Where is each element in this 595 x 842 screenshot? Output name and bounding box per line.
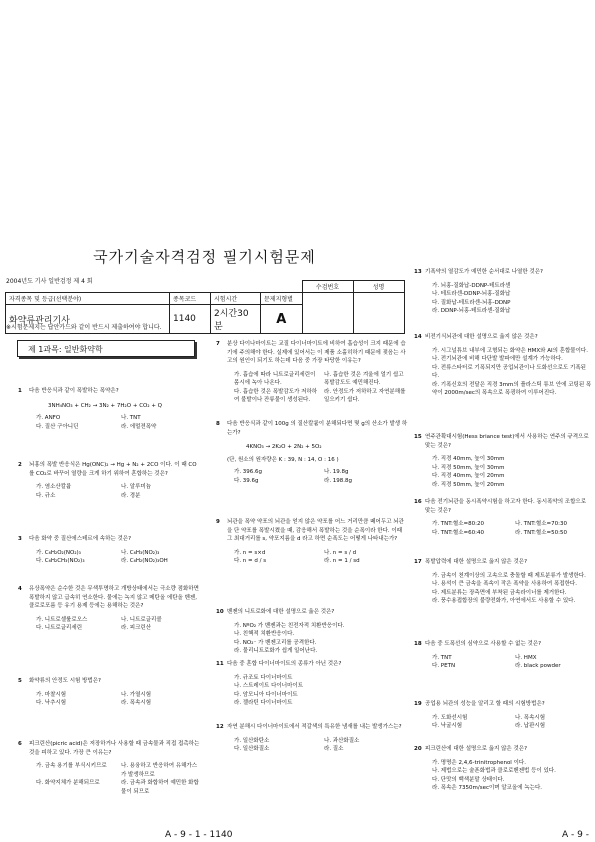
answer-option[interactable]: 다. NO₂⁻ 가 벤젠고리를 공격한다. <box>234 639 317 646</box>
question-stem: 자연 분해시 다이너마이트에서 적갈색의 특유한 냄새를 내는 발생가스는? <box>227 724 402 730</box>
question-stem: 뇌홍의 폭발 반응식은 Hg(ONC)₂ → Hg + N₂ + 2CO 이다. 이 때 CO를 CO₂로 바꾸어 열량을 크게 하기 위하여 혼합하는 것은? <box>29 462 197 477</box>
answer-option[interactable]: 다. PETN <box>432 663 456 669</box>
question-number: 2 <box>18 462 22 468</box>
answer-option[interactable]: 라. 기폭신호의 전달은 직경 3mm의 플라스틱 튜브 안에 코팅된 폭약이 2000m/sec의 폭속으로 폭굉하여 이루어진다. <box>432 381 592 396</box>
question-formula: 4KNO₃ → 2K₂O + 2N₂ + 5O₂ <box>246 444 322 450</box>
answer-option[interactable]: 라. DDNP-뇌홍-테트라센-질화납 <box>432 308 511 314</box>
question-6 <box>18 740 200 796</box>
answer-option[interactable]: 가. 마찰시험 <box>36 691 67 698</box>
notice: ※시험문제지는 답안카드와 같이 반드시 제출하여야 합니다. <box>6 324 162 331</box>
answer-option[interactable]: 나. 과산화질소 <box>324 737 360 744</box>
question-stem: 다음 화약 중 질산에스테르에 속하는 것은? <box>29 536 131 542</box>
answer-option[interactable]: 나. 스트레이트 다이너마이트 <box>234 683 304 689</box>
answer-option[interactable]: 라. 폭속은 7350m/sec이며 알코올에 녹는다. <box>432 785 543 791</box>
answer-options <box>234 549 408 566</box>
question-number: 1 <box>18 388 22 394</box>
answer-option[interactable]: 나. 친핵적 치환반응이다. <box>234 631 295 637</box>
question-9 <box>216 518 408 566</box>
answer-options <box>432 347 592 398</box>
question-12 <box>216 723 408 754</box>
footer-page-left: A - 9 - 1 - 1140 <box>165 830 233 840</box>
answer-option[interactable]: 나. 제법으로는 술폰화법과 클로로벤젠법 등이 있다. <box>432 768 556 774</box>
answer-option[interactable]: 다. C₆H₂CH₃(NO₂)₃ <box>36 558 85 564</box>
answer-option[interactable]: 라. 젤라틴 다이너마이트 <box>234 700 293 706</box>
answer-option[interactable]: 다. 흡습한 것은 폭발감도가 저하하여 불발이나 잔류물이 생성된다. <box>234 388 318 403</box>
answer-option[interactable]: 가. 염소산칼륨 <box>36 484 72 490</box>
name-label: 성명 <box>353 281 404 293</box>
answer-options <box>36 549 200 566</box>
answer-option[interactable]: 라. 풍수용접합장의 불량전화가, 아연에서도 사용할 수 있다. <box>432 598 576 604</box>
question-number: 14 <box>414 334 422 340</box>
answer-option[interactable]: 다. n = d / s <box>234 558 267 564</box>
question-3 <box>18 535 200 566</box>
answer-option[interactable]: 나. 용석이 큰 금속을 폭속이 작은 폭약을 사용하여 폭접한다. <box>432 581 577 587</box>
question-stem: 피크린산에 대한 설명으로 옳지 않은 것은? <box>425 746 527 752</box>
answer-option[interactable]: 나. 19.8g <box>324 469 349 475</box>
type-value: A <box>261 305 303 334</box>
question-4 <box>18 585 200 633</box>
time-value: 2시간30분 <box>211 305 261 334</box>
answer-option[interactable]: 라. 금속과 화합하여 예민한 화합물이 되므로 <box>121 780 199 795</box>
question-number: 8 <box>216 421 220 427</box>
question-stem: 피크린산(picric acid)은 저장하거나 사용할 때 금속물과 직접 접촉하는 것을 피하고 있다. 가장 큰 이유는? <box>29 741 200 756</box>
question-10 <box>216 608 408 656</box>
question-number: 11 <box>216 661 224 667</box>
question-number: 6 <box>18 741 22 747</box>
answer-option[interactable]: 라. 안정도가 저하하고 자연분해를 일으키기 쉽다. <box>324 388 406 403</box>
answer-option[interactable]: 나. 흡습한 것은 겨울에 얼기 쉽고 폭발감도도 예민해진다. <box>324 371 404 386</box>
answer-option[interactable]: 다. 암모니아 다이너마이트 <box>234 691 298 698</box>
question-19 <box>414 700 592 731</box>
question-formula: 3NH₄NO₃ + CH₂ → 3N₂ + 7H₂O + CO₂ + Q <box>48 402 162 409</box>
question-number: 7 <box>216 341 220 347</box>
page-title: 국가기술자격검정 필기시험문제 <box>93 248 316 266</box>
question-formula-note: (단, 원소의 원자량은 K : 39, N : 14, O : 16 ) <box>227 456 339 463</box>
question-number: 4 <box>18 586 22 592</box>
question-16 <box>414 498 592 537</box>
answer-option[interactable]: 라. 경분 <box>121 492 141 499</box>
question-number: 19 <box>414 701 422 707</box>
answer-options <box>36 483 200 500</box>
question-stem: 다음 중 도폭선의 심약으로 사용할 수 없는 것은? <box>425 641 542 647</box>
answer-option[interactable]: 다. TNT:혈소=60:40 <box>432 529 484 536</box>
question-stem: 화약류의 안정도 시험 방법은? <box>29 678 101 684</box>
answer-option[interactable]: 가. 일산화탄소 <box>234 737 270 744</box>
answer-option[interactable]: 라. 물리니트로화가 쉽게 일어난다. <box>234 648 318 654</box>
answer-options <box>234 737 408 754</box>
question-5 <box>18 677 200 708</box>
answer-option[interactable]: 가. NºO₂ 가 벤젠과는 친전자적 치환반응이다. <box>234 622 345 629</box>
answer-option[interactable]: 다. 질화납-테트라센-뇌홍-DDNP <box>432 299 511 306</box>
question-number: 3 <box>18 536 22 542</box>
question-number: 13 <box>414 269 422 275</box>
question-8 <box>216 420 408 485</box>
answer-option[interactable]: 가. C₆H₂O₂(NO₂)₃ <box>36 549 81 556</box>
answer-option[interactable]: 가. 명명은 2,4,6-trinitrophenol 이다. <box>432 759 526 766</box>
answer-option[interactable]: 나. 가열시험 <box>121 691 152 698</box>
answer-options <box>234 674 408 708</box>
code-label: 종목코드 <box>170 293 211 305</box>
type-label: 문제지형별 <box>261 293 303 305</box>
answer-option[interactable]: 다. 39.6g <box>234 477 259 484</box>
answer-options <box>432 520 592 537</box>
answer-option[interactable]: 라. TNT:혈소=50:50 <box>515 529 567 536</box>
answer-option[interactable]: 다. 낙굴시험 <box>432 723 463 729</box>
question-number: 16 <box>414 499 422 505</box>
question-number: 9 <box>216 519 220 525</box>
answer-option[interactable]: 가. TNT:혈소=80:20 <box>432 521 484 527</box>
answer-options <box>36 691 200 708</box>
exam-year: 2004년도 기사 일반검정 제 4 회 <box>6 278 93 285</box>
question-stem: 유상폭약은 순수한 것은 무색투명하고 개방상태에서는 극소량 점화하면 폭발하지 않고 급속히 연소한다. 물에는 녹지 않고 메탄올 에탄올 벤젠, 클로로포름 등 유기 용제 등에는 용해하는 것은? <box>29 586 199 609</box>
question-14 <box>414 333 592 398</box>
question-stem: 다음 반응식과 같이 폭발하는 폭약은? <box>29 388 119 394</box>
answer-option[interactable]: 라. 198.8g <box>324 477 353 484</box>
answer-option[interactable]: 나. 폭속시험 <box>515 714 546 721</box>
answer-option[interactable]: 가. TNT <box>432 654 452 661</box>
field-label: 자격종목 및 등급(선택분야) <box>6 293 170 305</box>
question-stem: 연주관확대시험(Hess briance test)에서 사용하는 연주의 규격으로 맞는 것은? <box>425 434 589 449</box>
answer-option[interactable]: 라. 폭속시험 <box>121 700 152 706</box>
answer-option[interactable]: 가. 직경 40mm, 높이 30mm <box>432 456 505 462</box>
question-stem: 폭발압력에 대한 설명으로 옳지 않은 것은? <box>425 559 527 565</box>
question-number: 5 <box>18 678 22 684</box>
answer-option[interactable]: 나. n = s / d <box>324 549 357 556</box>
answer-option[interactable]: 가. 규조토 다이너마이트 <box>234 674 293 681</box>
answer-option[interactable]: 가. 시그널튜브 내부에 고형되는 화약은 HMX와 AI의 혼합물이다. <box>432 347 588 354</box>
examinee-no-label: 수검번호 <box>302 281 353 293</box>
question-stem: 다음 중 혼합 다이너마이트의 종류가 아닌 것은? <box>227 661 342 667</box>
answer-option[interactable]: 다. 전류스타터로 기폭되지만 공업뇌관이나 도화선으로도 기폭된다. <box>432 364 586 379</box>
question-13 <box>414 268 592 316</box>
answer-option[interactable]: 나. 니트로글리콜 <box>121 616 162 623</box>
question-stem: 뇌관을 폭약 약포의 뇌관을 얻지 않은 약포를 어느 거리만큼 떼어두고 뇌관을 단 약포를 폭발시켰을 때, 감응해서 폭발하는 것을 순폭이라 한다. 이때 그 최대거리를 s, 약포지름을 d 라고 하면 순폭도는 어떻게 나타내는가? <box>227 519 404 542</box>
question-stem: 다음 전기뇌관을 동시폭약시험을 하고자 한다. 동시폭약의 조합으로 맞는 것은? <box>425 499 587 514</box>
answer-option[interactable]: 가. n = s×d <box>234 549 266 556</box>
code-value: 1140 <box>170 305 211 334</box>
answer-options <box>432 572 592 606</box>
answer-option[interactable]: 가. 금속이 천계이상의 고속으로 충돌할 때 제트분류가 발생한다. <box>432 572 586 579</box>
question-11 <box>216 660 408 708</box>
answer-option[interactable]: 나. TNT <box>121 415 141 421</box>
answer-option[interactable]: 가. 흡습에 따라 니트로글리세린이 몸시에 녹아 나온다. <box>234 371 316 386</box>
question-18 <box>414 640 592 671</box>
question-number: 15 <box>414 434 422 440</box>
answer-option[interactable]: 가. 금속 용기를 부식시키므로 <box>36 763 107 769</box>
answer-option[interactable]: 다. 화약지체가 분해되므로 <box>36 780 100 786</box>
question-number: 10 <box>216 609 224 615</box>
field-value: 화약류관리기사 <box>6 305 170 334</box>
question-20 <box>414 745 592 793</box>
time-label: 시험시간 <box>211 293 261 305</box>
answer-option[interactable]: 다. 질산 구아니딘 <box>36 423 79 430</box>
answer-options <box>234 622 408 656</box>
answer-option[interactable]: 나. 직경 50mm, 높이 30mm <box>432 464 505 471</box>
answer-option[interactable]: 라. 직경 50mm, 높이 20mm <box>432 481 505 488</box>
question-number: 20 <box>414 746 422 752</box>
footer-page-right: A - 9 - <box>562 830 589 840</box>
answer-option[interactable]: 나. HMX <box>515 654 537 661</box>
answer-option[interactable]: 다. 니트로글리세린 <box>36 625 83 631</box>
answer-option[interactable]: 다. 제트분류는 장측면에 부착된 금속라이너를 제거한다. <box>432 589 567 596</box>
answer-options <box>36 414 200 431</box>
answer-option[interactable]: 가. 니트로셀룰로오스 <box>36 616 88 623</box>
answer-options <box>36 762 200 796</box>
examinee-no-box[interactable] <box>302 293 353 334</box>
answer-option[interactable]: 다. 규소 <box>36 492 56 499</box>
answer-option[interactable]: 라. 질소 <box>324 746 344 752</box>
answer-option[interactable]: 라. C₆H₂(NO₂)₃OH <box>121 558 168 564</box>
answer-option[interactable]: 라. n = 1 / sd <box>324 558 360 564</box>
question-stem: 다음 반응식과 같이 100g 의 질산칼륨이 분해되다면 몇 g의 산소가 발생 하는가? <box>227 421 408 436</box>
answer-options <box>432 282 592 316</box>
answer-options <box>234 371 408 405</box>
question-number: 17 <box>414 559 422 565</box>
answer-options <box>432 654 592 671</box>
question-17 <box>414 558 592 606</box>
answer-option[interactable]: 다. 단맛의 백색분말 상태이다. <box>432 776 505 783</box>
answer-options <box>432 759 592 793</box>
answer-option[interactable]: 나. TNT:혈소=70:30 <box>515 521 567 527</box>
question-stem: 공업용 뇌관의 성능을 알리고 할 때의 시험방법은? <box>425 701 545 707</box>
question-stem: 벤젠의 니트로화에 대한 설명으로 옳은 것은? <box>227 609 335 615</box>
answer-option[interactable]: 다. 일산화질소 <box>234 746 270 752</box>
answer-option[interactable]: 나. C₆H₃(NO₂)₃ <box>121 549 160 556</box>
answer-option[interactable]: 가. ANFO <box>36 415 61 421</box>
answer-options <box>36 616 200 633</box>
question-15 <box>414 433 592 489</box>
answer-option[interactable]: 나. 전기뇌관에 비해 다단발 발파에만 설계가 가능하다. <box>432 356 563 362</box>
answer-option[interactable]: 라. 에멀젼폭약 <box>121 423 157 430</box>
answer-options <box>432 455 592 489</box>
answer-option[interactable]: 라. 납판시험 <box>515 723 546 729</box>
answer-option[interactable]: 가. 도화선시험 <box>432 714 468 721</box>
answer-option[interactable]: 가. 396.6g <box>234 469 263 475</box>
question-1 <box>18 387 200 431</box>
question-2 <box>18 461 200 500</box>
answer-option[interactable]: 다. 낙추시험 <box>36 700 67 706</box>
question-7 <box>216 340 408 405</box>
answer-option[interactable]: 나. 용융하고 반응하여 유해가스가 발생하므로 <box>121 763 198 778</box>
subject-title: 제 1과목: 일반화약학 <box>17 340 195 357</box>
answer-options <box>234 468 408 485</box>
answer-option[interactable]: 라. black powder <box>515 663 561 669</box>
question-stem: 기폭약의 열감도가 예민한 순서대로 나열한 것은? <box>425 269 543 275</box>
answer-option[interactable]: 라. 피크린산 <box>121 625 152 631</box>
answer-option[interactable]: 나. 테트라센-DDNP-뇌홍-질화납 <box>432 291 511 297</box>
name-box[interactable] <box>353 293 404 334</box>
question-number: 12 <box>216 724 224 730</box>
question-number: 18 <box>414 641 422 647</box>
question-stem: 비전기식뇌관에 대한 설명으로 옳지 않은 것은? <box>425 334 538 340</box>
answer-option[interactable]: 다. 직경 40mm, 높이 20mm <box>432 473 505 479</box>
answer-option[interactable]: 가. 뇌홍-질화납-DDNP-테트라센 <box>432 282 511 289</box>
answer-option[interactable]: 나. 알루미늄 <box>121 484 152 490</box>
answer-options <box>432 714 592 731</box>
question-stem: 분상 다이나마이트는 교질 다이너마이트에 비하여 흡습성이 크지 때문에 습기에 주의해야 한다. 실제에 있어서는 이 제품 소홀히하기 때문에 젖음는 사고의 원인이 되기도 하는데 다음 중 가장 타당한 이유는? <box>227 341 406 364</box>
